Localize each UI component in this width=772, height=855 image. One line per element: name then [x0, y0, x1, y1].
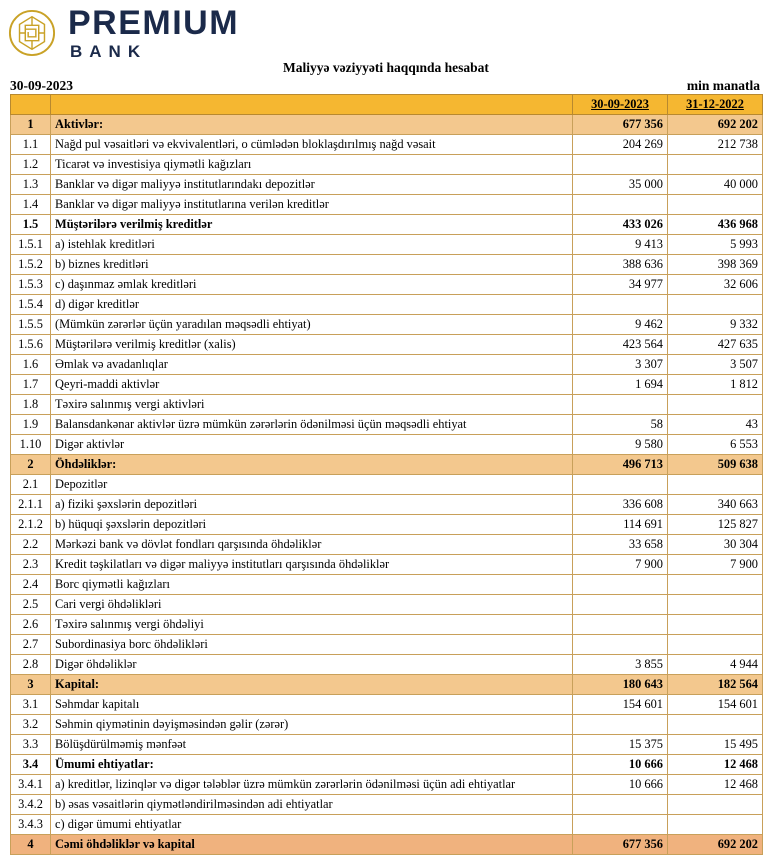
- row-label: Səhmin qiymətinin dəyişməsindən gəlir (zərər): [51, 715, 573, 735]
- row-value-period-2: [668, 295, 763, 315]
- table-body: [11, 95, 763, 855]
- row-number: 2.7: [11, 635, 51, 655]
- row-value-period-1: [573, 715, 668, 735]
- table-row: [11, 575, 763, 595]
- row-value-period-2: 43: [668, 415, 763, 435]
- row-number: 4: [11, 835, 51, 855]
- table-row: [11, 175, 763, 195]
- row-number: 3.4.3: [11, 815, 51, 835]
- table-row: [11, 655, 763, 675]
- row-label: Digər aktivlər: [51, 435, 573, 455]
- row-number: 1.5.4: [11, 295, 51, 315]
- table-row: [11, 535, 763, 555]
- row-number: 3.2: [11, 715, 51, 735]
- row-value-period-2: 212 738: [668, 135, 763, 155]
- row-value-period-2: [668, 615, 763, 635]
- row-number: 2.5: [11, 595, 51, 615]
- table-row: [11, 675, 763, 695]
- row-number: 2.3: [11, 555, 51, 575]
- row-label: a) istehlak kreditləri: [51, 235, 573, 255]
- row-value-period-1: 9 413: [573, 235, 668, 255]
- header-cell-period-1: 30-09-2023: [573, 95, 668, 115]
- brand-subname: BANK: [70, 42, 148, 61]
- table-row: [11, 775, 763, 795]
- row-number: 1.1: [11, 135, 51, 155]
- row-value-period-1: [573, 295, 668, 315]
- row-value-period-1: 10 666: [573, 755, 668, 775]
- row-number: 2.1: [11, 475, 51, 495]
- table-row: [11, 815, 763, 835]
- row-value-period-1: 204 269: [573, 135, 668, 155]
- row-value-period-1: 1 694: [573, 375, 668, 395]
- row-number: 1.6: [11, 355, 51, 375]
- table-row: [11, 375, 763, 395]
- row-value-period-1: 58: [573, 415, 668, 435]
- table-row: [11, 235, 763, 255]
- row-label: Müştərilərə verilmiş kreditlər: [51, 215, 573, 235]
- row-label: Öhdəliklər:: [51, 455, 573, 475]
- row-value-period-2: [668, 715, 763, 735]
- row-value-period-1: [573, 815, 668, 835]
- row-value-period-2: [668, 635, 763, 655]
- row-number: 3.4: [11, 755, 51, 775]
- table-row: [11, 795, 763, 815]
- row-value-period-1: [573, 155, 668, 175]
- table-row: [11, 615, 763, 635]
- row-value-period-1: 677 356: [573, 835, 668, 855]
- row-value-period-1: [573, 575, 668, 595]
- table-header-row: [11, 95, 763, 115]
- row-value-period-2: [668, 595, 763, 615]
- row-value-period-2: 7 900: [668, 555, 763, 575]
- row-value-period-1: 388 636: [573, 255, 668, 275]
- table-row: [11, 835, 763, 855]
- row-number: 2.4: [11, 575, 51, 595]
- table-row: [11, 295, 763, 315]
- row-number: 1.3: [11, 175, 51, 195]
- row-value-period-2: [668, 795, 763, 815]
- row-label: c) digər ümumi ehtiyatlar: [51, 815, 573, 835]
- row-number: 3.4.1: [11, 775, 51, 795]
- row-number: 1.10: [11, 435, 51, 455]
- row-label: b) hüquqi şəxslərin depozitləri: [51, 515, 573, 535]
- row-label: d) digər kreditlər: [51, 295, 573, 315]
- row-label: Bölüşdürülməmiş mənfəət: [51, 735, 573, 755]
- table-row: [11, 735, 763, 755]
- row-label: Aktivlər:: [51, 115, 573, 135]
- row-number: 1: [11, 115, 51, 135]
- row-label: Digər öhdəliklər: [51, 655, 573, 675]
- row-value-period-1: 336 608: [573, 495, 668, 515]
- row-value-period-1: 496 713: [573, 455, 668, 475]
- row-label: Ümumi ehtiyatlar:: [51, 755, 573, 775]
- table-row: [11, 415, 763, 435]
- row-value-period-1: 114 691: [573, 515, 668, 535]
- row-label: Banklar və digər maliyyə institutlarına verilən kreditlər: [51, 195, 573, 215]
- row-label: Qeyri-maddi aktivlər: [51, 375, 573, 395]
- row-label: Təxirə salınmış vergi aktivləri: [51, 395, 573, 415]
- row-label: Təxirə salınmış vergi öhdəliyi: [51, 615, 573, 635]
- row-label: (Mümkün zərərlər üçün yaradılan məqsədli ehtiyat): [51, 315, 573, 335]
- row-label: Balansdankənar aktivlər üzrə mümkün zərərlərin ödənilməsi üçün məqsədli ehtiyat: [51, 415, 573, 435]
- row-value-period-2: 15 495: [668, 735, 763, 755]
- row-value-period-1: 180 643: [573, 675, 668, 695]
- table-row: [11, 695, 763, 715]
- row-value-period-2: 427 635: [668, 335, 763, 355]
- row-number: 1.5.5: [11, 315, 51, 335]
- row-value-period-1: 423 564: [573, 335, 668, 355]
- row-number: 2.8: [11, 655, 51, 675]
- row-number: 2.6: [11, 615, 51, 635]
- row-value-period-1: [573, 595, 668, 615]
- table-row: [11, 355, 763, 375]
- row-label: Cəmi öhdəliklər və kapital: [51, 835, 573, 855]
- row-value-period-2: 340 663: [668, 495, 763, 515]
- row-label: Səhmdar kapitalı: [51, 695, 573, 715]
- row-value-period-1: [573, 475, 668, 495]
- row-label: b) biznes kreditləri: [51, 255, 573, 275]
- row-value-period-2: 509 638: [668, 455, 763, 475]
- row-value-period-2: 692 202: [668, 115, 763, 135]
- row-number: 2: [11, 455, 51, 475]
- table-row: [11, 635, 763, 655]
- row-value-period-2: 5 993: [668, 235, 763, 255]
- row-label: a) fiziki şəxslərin depozitləri: [51, 495, 573, 515]
- row-value-period-2: 125 827: [668, 515, 763, 535]
- table-row: [11, 715, 763, 735]
- row-number: 3.3: [11, 735, 51, 755]
- row-value-period-2: 32 606: [668, 275, 763, 295]
- row-value-period-2: [668, 475, 763, 495]
- table-row: [11, 255, 763, 275]
- brand-wordmark: [68, 6, 239, 60]
- row-label: Ticarət və investisiya qiymətli kağızları: [51, 155, 573, 175]
- row-value-period-1: [573, 635, 668, 655]
- row-value-period-2: [668, 575, 763, 595]
- row-value-period-1: [573, 615, 668, 635]
- row-value-period-2: 692 202: [668, 835, 763, 855]
- row-value-period-1: 154 601: [573, 695, 668, 715]
- page-title: Maliyyə vəziyyəti haqqında hesabat: [283, 60, 489, 75]
- row-label: Əmlak və avadanlıqlar: [51, 355, 573, 375]
- row-number: 2.1.2: [11, 515, 51, 535]
- row-number: 1.5.6: [11, 335, 51, 355]
- table-row: [11, 215, 763, 235]
- brand-name: PREMIUM: [68, 4, 240, 42]
- row-label: Nağd pul vəsaitləri və ekvivalentləri, o cümlədən bloklaşdırılmış nağd vəsait: [51, 135, 573, 155]
- brand-logo: [8, 6, 239, 60]
- row-value-period-1: [573, 395, 668, 415]
- row-number: 3.4.2: [11, 795, 51, 815]
- row-value-period-2: 30 304: [668, 535, 763, 555]
- table-row: [11, 275, 763, 295]
- knot-emblem-icon: [8, 9, 56, 57]
- row-value-period-2: 1 812: [668, 375, 763, 395]
- header-cell-period-2: 31-12-2022: [668, 95, 763, 115]
- row-label: Müştərilərə verilmiş kreditlər (xalis): [51, 335, 573, 355]
- row-value-period-2: 3 507: [668, 355, 763, 375]
- table-row: [11, 335, 763, 355]
- row-value-period-2: 9 332: [668, 315, 763, 335]
- table-row: [11, 135, 763, 155]
- row-value-period-2: 398 369: [668, 255, 763, 275]
- header-cell-item: [51, 95, 573, 115]
- row-value-period-1: 677 356: [573, 115, 668, 135]
- row-value-period-1: 33 658: [573, 535, 668, 555]
- row-label: Borc qiymətli kağızları: [51, 575, 573, 595]
- row-value-period-1: 3 855: [573, 655, 668, 675]
- row-value-period-1: 10 666: [573, 775, 668, 795]
- row-label: c) daşınmaz əmlak kreditləri: [51, 275, 573, 295]
- row-label: Cari vergi öhdəlikləri: [51, 595, 573, 615]
- table-row: [11, 555, 763, 575]
- row-value-period-1: 34 977: [573, 275, 668, 295]
- row-value-period-1: 9 462: [573, 315, 668, 335]
- row-number: 1.5.3: [11, 275, 51, 295]
- row-value-period-2: [668, 195, 763, 215]
- financial-table: [10, 94, 763, 855]
- table-row: [11, 515, 763, 535]
- currency-unit-label: min manatla: [686, 78, 760, 93]
- row-value-period-2: 12 468: [668, 775, 763, 795]
- row-value-period-1: [573, 795, 668, 815]
- table-row: [11, 475, 763, 495]
- row-label: Mərkəzi bank və dövlət fondları qarşısında öhdəliklər: [51, 535, 573, 555]
- row-number: 1.8: [11, 395, 51, 415]
- row-label: Kredit təşkilatları və digər maliyyə institutları qarşısında öhdəliklər: [51, 555, 573, 575]
- row-value-period-1: 15 375: [573, 735, 668, 755]
- row-value-period-1: [573, 195, 668, 215]
- report-date: 30-09-2023: [10, 78, 73, 93]
- row-value-period-2: [668, 815, 763, 835]
- row-label: a) kreditlər, lizinqlər və digər tələblər üzrə mümkün zərərlərin ödənilməsi üçün adi ehtiyatlar: [51, 775, 573, 795]
- table-row: [11, 195, 763, 215]
- table-row: [11, 155, 763, 175]
- row-label: b) əsas vəsaitlərin qiymətləndirilməsindən adi ehtiyatlar: [51, 795, 573, 815]
- row-number: 1.5.2: [11, 255, 51, 275]
- table-row: [11, 755, 763, 775]
- row-number: 3: [11, 675, 51, 695]
- table-row: [11, 595, 763, 615]
- row-value-period-2: [668, 395, 763, 415]
- row-number: 2.2: [11, 535, 51, 555]
- row-number: 3.1: [11, 695, 51, 715]
- row-number: 1.9: [11, 415, 51, 435]
- row-number: 2.1.1: [11, 495, 51, 515]
- row-label: Depozitlər: [51, 475, 573, 495]
- row-value-period-2: 40 000: [668, 175, 763, 195]
- table-row: [11, 315, 763, 335]
- row-value-period-1: 35 000: [573, 175, 668, 195]
- table-row: [11, 435, 763, 455]
- row-value-period-2: [668, 155, 763, 175]
- row-value-period-2: 12 468: [668, 755, 763, 775]
- row-number: 1.4: [11, 195, 51, 215]
- row-value-period-2: 154 601: [668, 695, 763, 715]
- row-value-period-2: 182 564: [668, 675, 763, 695]
- row-label: Banklar və digər maliyyə institutlarındakı depozitlər: [51, 175, 573, 195]
- row-value-period-1: 7 900: [573, 555, 668, 575]
- row-value-period-2: 6 553: [668, 435, 763, 455]
- table-row: [11, 395, 763, 415]
- row-value-period-1: 9 580: [573, 435, 668, 455]
- row-value-period-1: 3 307: [573, 355, 668, 375]
- row-value-period-1: 433 026: [573, 215, 668, 235]
- row-value-period-2: 4 944: [668, 655, 763, 675]
- table-row: [11, 495, 763, 515]
- row-number: 1.7: [11, 375, 51, 395]
- row-label: Kapital:: [51, 675, 573, 695]
- row-number: 1.5: [11, 215, 51, 235]
- table-row: [11, 115, 763, 135]
- row-label: Subordinasiya borc öhdəlikləri: [51, 635, 573, 655]
- row-number: 1.5.1: [11, 235, 51, 255]
- table-row: [11, 455, 763, 475]
- row-number: 1.2: [11, 155, 51, 175]
- header-cell-no: [11, 95, 51, 115]
- row-value-period-2: 436 968: [668, 215, 763, 235]
